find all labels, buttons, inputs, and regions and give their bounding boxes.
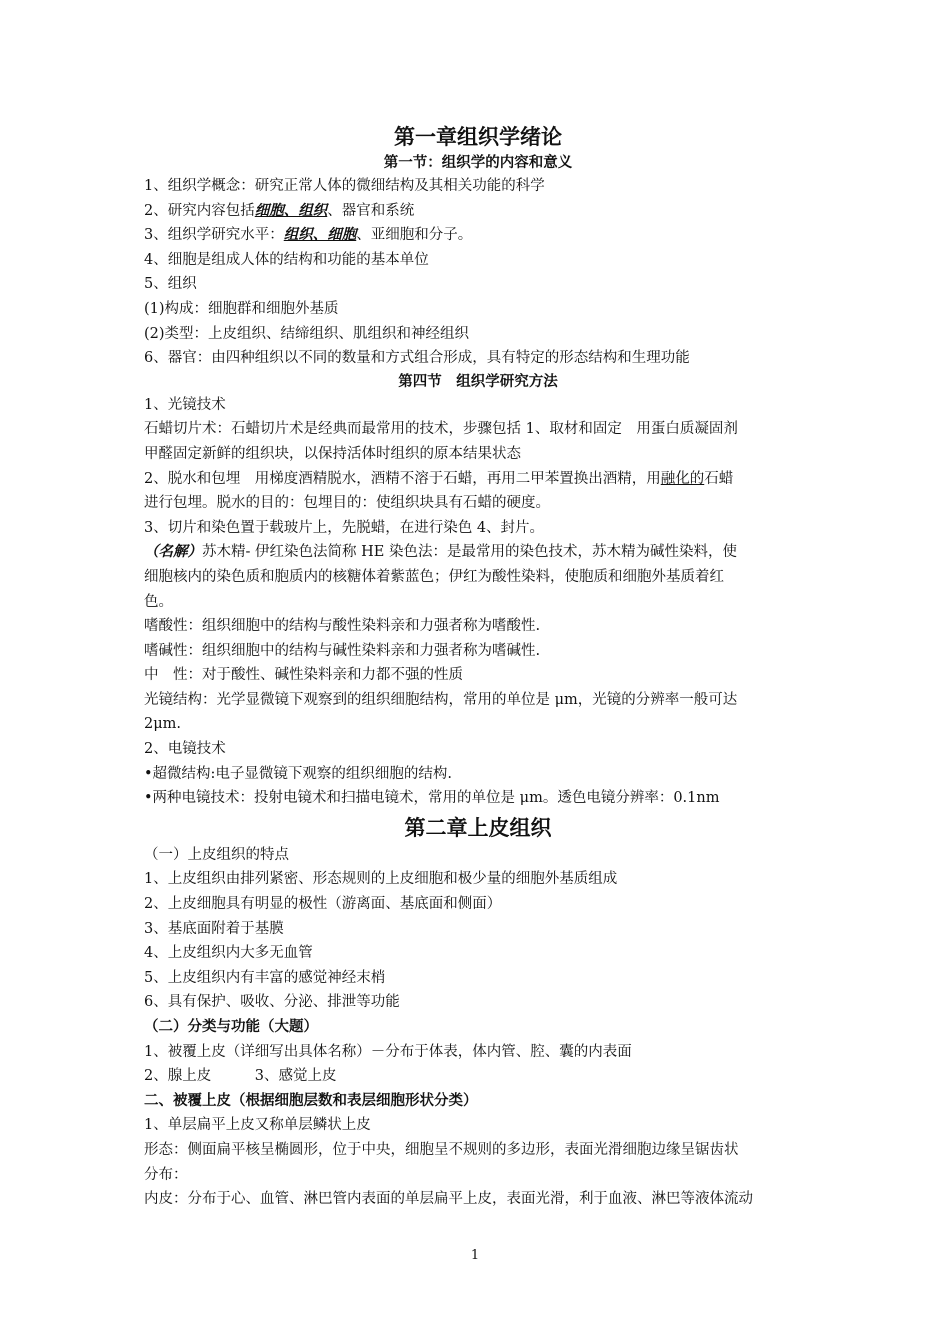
text-line: 4、细胞是组成人体的结构和功能的基本单位 — [144, 251, 429, 268]
text-line: 2、脱水和包埋 用梯度酒精脱水，酒精不溶于石蜡，再用二甲苯置换出酒精，用融化的石蜡 — [144, 470, 734, 487]
chapter2-title: 第二章上皮组织 — [404, 814, 552, 840]
text-line: 内皮：分布于心、血管、淋巴管内表面的单层扁平上皮，表面光滑，利于血液、淋巴等液体流动 — [144, 1191, 753, 1208]
bullet-line: •两种电镜技术：投射电镜术和扫描电镜术，常用的单位是 μm。透色电镜分辨率：0.1nm — [144, 790, 720, 807]
subheading: （二）分类与功能（大题） — [144, 1018, 318, 1035]
subheading: （一）上皮组织的特点 — [144, 846, 289, 863]
text-line: 进行包埋。脱水的目的：包埋目的：使组织块具有石蜡的硬度。 — [144, 495, 550, 512]
underlined-text: 融化的 — [660, 470, 705, 487]
bullet-line: •超微结构:电子显微镜下观察的组织细胞的结构. — [144, 765, 453, 782]
text-line: 细胞核内的染色质和胞质内的核糖体着紫蓝色；伊红为酸性染料，使胞质和细胞外基质着红 — [144, 568, 724, 585]
text-line: 形态：侧面扁平核呈椭圆形，位于中央，细胞呈不规则的多边形，表面光滑细胞边缘呈锯齿状 — [144, 1141, 739, 1158]
text-line: 6、器官：由四种组织以不同的数量和方式组合形成，具有特定的形态结构和生理功能 — [144, 350, 690, 367]
text-line: 2、腺上皮 3、感觉上皮 — [144, 1068, 337, 1085]
text-line: 4、上皮组织内大多无血管 — [144, 945, 313, 962]
chapter1-title: 第一章组织学绪论 — [394, 124, 562, 149]
text-line: 1、被覆上皮（详细写出具体名称）－分布于体表，体内管、腔、囊的内表面 — [144, 1043, 632, 1060]
text-line: 2μm. — [144, 716, 182, 733]
section4-heading: 第四节 组织学研究方法 — [398, 372, 558, 390]
text-line: 2、上皮细胞具有明显的极性（游离面、基底面和侧面） — [144, 896, 502, 913]
text-line: 1、上皮组织由排列紧密、形态规则的上皮细胞和极少量的细胞外基质组成 — [144, 871, 618, 888]
text-line: 分布： — [144, 1166, 188, 1183]
term-label: （名解） — [144, 543, 202, 561]
text-line: 光镜结构：光学显微镜下观察到的组织细胞结构，常用的单位是 μm，光镜的分辨率一般可达 — [144, 691, 738, 708]
text-line: 1、单层扁平上皮又称单层鳞状上皮 — [144, 1117, 371, 1134]
text-line: 3、基底面附着于基膜 — [144, 920, 284, 937]
document-body — [144, 122, 812, 1212]
section1-heading: 第一节：组织学的内容和意义 — [383, 154, 573, 171]
page-number: 1 — [470, 1248, 480, 1263]
subheading: 二、被覆上皮（根据细胞层数和表层细胞形状分类） — [144, 1091, 478, 1109]
text-line: 甲醛固定新鲜的组织块，以保持活体时组织的原本结果状态 — [144, 445, 521, 462]
text-line: 5、上皮组织内有丰富的感觉神经末梢 — [144, 969, 386, 986]
text-line: 2、电镜技术 — [144, 741, 226, 758]
text-line: 1、光镜技术 — [144, 396, 226, 413]
text-line: 石蜡切片术：石蜡切片术是经典而最常用的技术，步骤包括 1、取材和固定 用蛋白质凝固剂 — [144, 421, 738, 438]
text-line: (1)构成：细胞群和细胞外基质 — [144, 300, 339, 317]
text-line: 3、组织学研究水平：组织、细胞、亚细胞和分子。 — [144, 226, 473, 244]
text-line: 3、切片和染色置于载玻片上，先脱蜡，在进行染色 4、封片。 — [144, 519, 545, 536]
text-line: 2、研究内容包括细胞、组织、器官和系统 — [144, 201, 415, 219]
text-line: （名解）苏木精- 伊红染色法简称 HE 染色法：是最常用的染色技术，苏木精为碱性染料，使 — [144, 543, 737, 561]
text-line: 嗜碱性：组织细胞中的结构与碱性染料亲和力强者称为嗜碱性. — [144, 642, 541, 659]
text-line: 6、具有保护、吸收、分泌、排泄等功能 — [144, 994, 400, 1011]
text-line: 色。 — [144, 593, 173, 610]
text-line: 中 性：对于酸性、碱性染料亲和力都不强的性质 — [144, 667, 463, 684]
text-line: (2)类型：上皮组织、结缔组织、肌组织和神经组织 — [144, 325, 470, 342]
text-line: 5、组织 — [144, 276, 197, 293]
text-line: 嗜酸性：组织细胞中的结构与酸性染料亲和力强者称为嗜酸性. — [144, 618, 541, 635]
text-line: 1、组织学概念：研究正常人体的微细结构及其相关功能的科学 — [144, 178, 545, 194]
emphasis-text: 组织、细胞 — [283, 226, 357, 244]
emphasis-text: 细胞、组织 — [254, 201, 328, 219]
